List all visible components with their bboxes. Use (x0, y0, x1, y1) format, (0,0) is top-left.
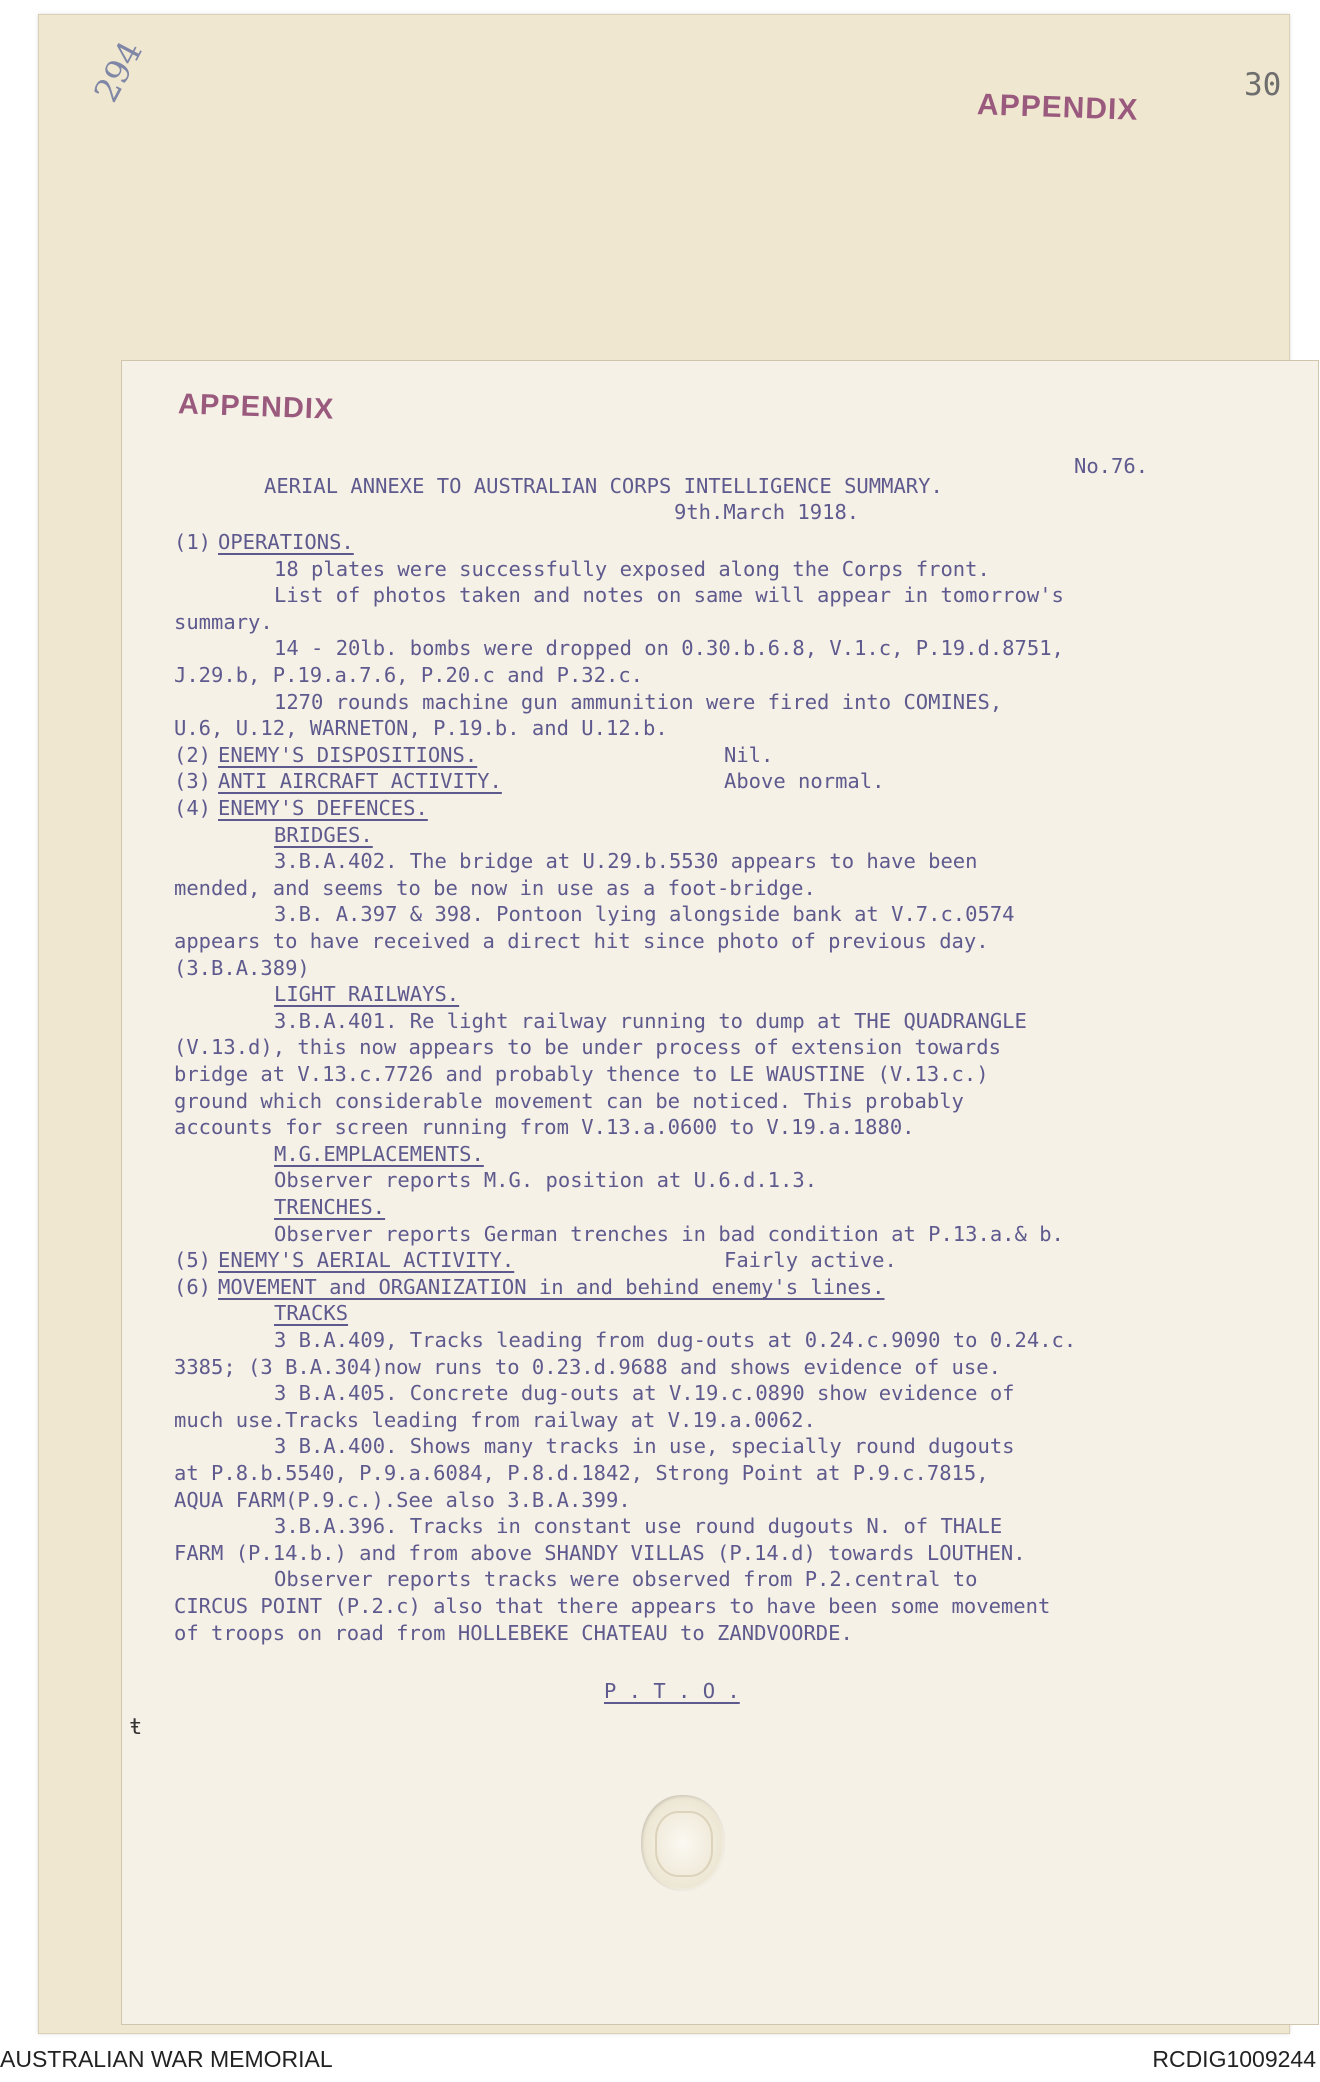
section-heading: MOVEMENT and ORGANIZATION in and behind enemy's lines. (218, 1274, 885, 1299)
section-heading: ANTI AIRCRAFT ACTIVITY. (218, 769, 502, 794)
pto-note: P . T . O . (604, 1679, 740, 1703)
text-line: (V.13.d), this now appears to be under process of extension towards (174, 1035, 1001, 1060)
section-number: (4) (174, 796, 212, 820)
section-number: (2) (174, 742, 212, 767)
section-value: Above normal. (724, 769, 885, 794)
section-heading: ENEMY'S AERIAL ACTIVITY. (218, 1248, 515, 1273)
text-line: 1270 rounds machine gun ammunition were fired into COMINES, (274, 689, 1003, 714)
text-line: appears to have received a direct hit since photo of previous day. (174, 929, 989, 953)
subsection-heading: LIGHT RAILWAYS. (274, 982, 460, 1007)
subsection-heading: M.G.EMPLACEMENTS. (274, 1141, 484, 1166)
signature-mark: ŧ (129, 1715, 143, 1740)
text-line: Observer reports German trenches in bad condition at P.13.a.& b. (274, 1221, 1064, 1246)
section-heading: OPERATIONS. (218, 530, 354, 554)
document-title: AERIAL ANNEXE TO AUSTRALIAN CORPS INTELLIGENCE SUMMARY. (264, 474, 943, 498)
footer-institution: AUSTRALIAN WAR MEMORIAL (0, 2046, 333, 2072)
section-number: (1) (174, 530, 212, 554)
footer-record-id: RCDIG1009244 (1152, 2046, 1316, 2072)
section-number: (3) (174, 769, 212, 794)
text-line: U.6, U.12, WARNETON, P.19.b. and U.12.b. (174, 716, 668, 741)
text-line: at P.8.b.5540, P.9.a.6084, P.8.d.1842, Strong Point at P.9.c.7815, (174, 1461, 989, 1485)
text-line: Observer reports tracks were observed from P.2.central to (274, 1567, 978, 1592)
section-number: (6) (174, 1274, 212, 1299)
text-line: List of photos taken and notes on same will appear in tomorrow's (274, 583, 1064, 608)
text-line: 3.B. A.397 & 398. Pontoon lying alongside bank at V.7.c.0574 (274, 902, 1015, 927)
text-line: 18 plates were successfully exposed along the Corps front. (274, 556, 990, 581)
subsection-heading: TRENCHES. (274, 1195, 386, 1219)
subsection-heading: BRIDGES. (274, 822, 373, 847)
text-line: Observer reports M.G. position at U.6.d.1.3. (274, 1168, 818, 1193)
text-line: accounts for screen running from V.13.a.0600 to V.19.a.1880. (174, 1115, 915, 1140)
text-line: 14 - 20lb. bombs were dropped on 0.30.b.6.8, V.1.c, P.19.d.8751, (274, 636, 1064, 661)
section-heading: ENEMY'S DISPOSITIONS. (218, 742, 478, 767)
text-line: 3.B.A.401. Re light railway running to dump at THE QUADRANGLE (274, 1008, 1027, 1033)
text-line: 3385; (3 B.A.304)now runs to 0.23.d.9688 and shows evidence of use. (174, 1354, 1001, 1379)
embossed-seal (641, 1795, 725, 1891)
folio-number: 30 (1244, 67, 1282, 103)
text-line: mended, and seems to be now in use as a foot-bridge. (174, 875, 816, 900)
subsection-heading: TRACKS (274, 1301, 349, 1326)
section-value: Fairly active. (724, 1248, 897, 1273)
appendix-stamp-top: APPENDIX (976, 88, 1139, 127)
inner-sheet (121, 360, 1319, 2025)
text-line: FARM (P.14.b.) and from above SHANDY VILLAS (P.14.d) towards LOUTHEN. (174, 1540, 1026, 1565)
appendix-stamp-inner: APPENDIX (177, 388, 335, 426)
text-line: summary. (174, 609, 273, 634)
outer-sheet (38, 14, 1290, 2034)
section-number: (5) (174, 1248, 212, 1273)
text-line: much use.Tracks leading from railway at V.19.a.0062. (174, 1407, 816, 1432)
text-line: of troops on road from HOLLEBEKE CHATEAU to ZANDVOORDE. (174, 1620, 853, 1645)
document-date: 9th.March 1918. (674, 500, 860, 524)
section-value: Nil. (724, 742, 774, 767)
text-line: 3.B.A.396. Tracks in constant use round dugouts N. of THALE (274, 1514, 1003, 1539)
text-line: 3 B.A.405. Concrete dug-outs at V.19.c.0890 show evidence of (274, 1381, 1015, 1406)
text-line: ground which considerable movement can be noticed. This probably (174, 1088, 964, 1113)
text-line: AQUA FARM(P.9.c.).See also 3.B.A.399. (174, 1487, 631, 1512)
section-heading: ENEMY'S DEFENCES. (218, 796, 428, 820)
pencil-page-number: 294 (86, 34, 151, 109)
text-line: (3.B.A.389) (174, 955, 310, 980)
text-line: bridge at V.13.c.7726 and probably thence to LE WAUSTINE (V.13.c.) (174, 1062, 989, 1086)
document-number: No.76. (1074, 454, 1149, 478)
text-line: 3.B.A.402. The bridge at U.29.b.5530 appears to have been (274, 849, 978, 874)
text-line: J.29.b, P.19.a.7.6, P.20.c and P.32.c. (174, 663, 643, 687)
text-line: 3 B.A.400. Shows many tracks in use, specially round dugouts (274, 1434, 1015, 1459)
text-line: 3 B.A.409, Tracks leading from dug-outs at 0.24.c.9090 to 0.24.c. (274, 1328, 1077, 1352)
text-line: CIRCUS POINT (P.2.c) also that there appears to have been some movement (174, 1594, 1051, 1618)
